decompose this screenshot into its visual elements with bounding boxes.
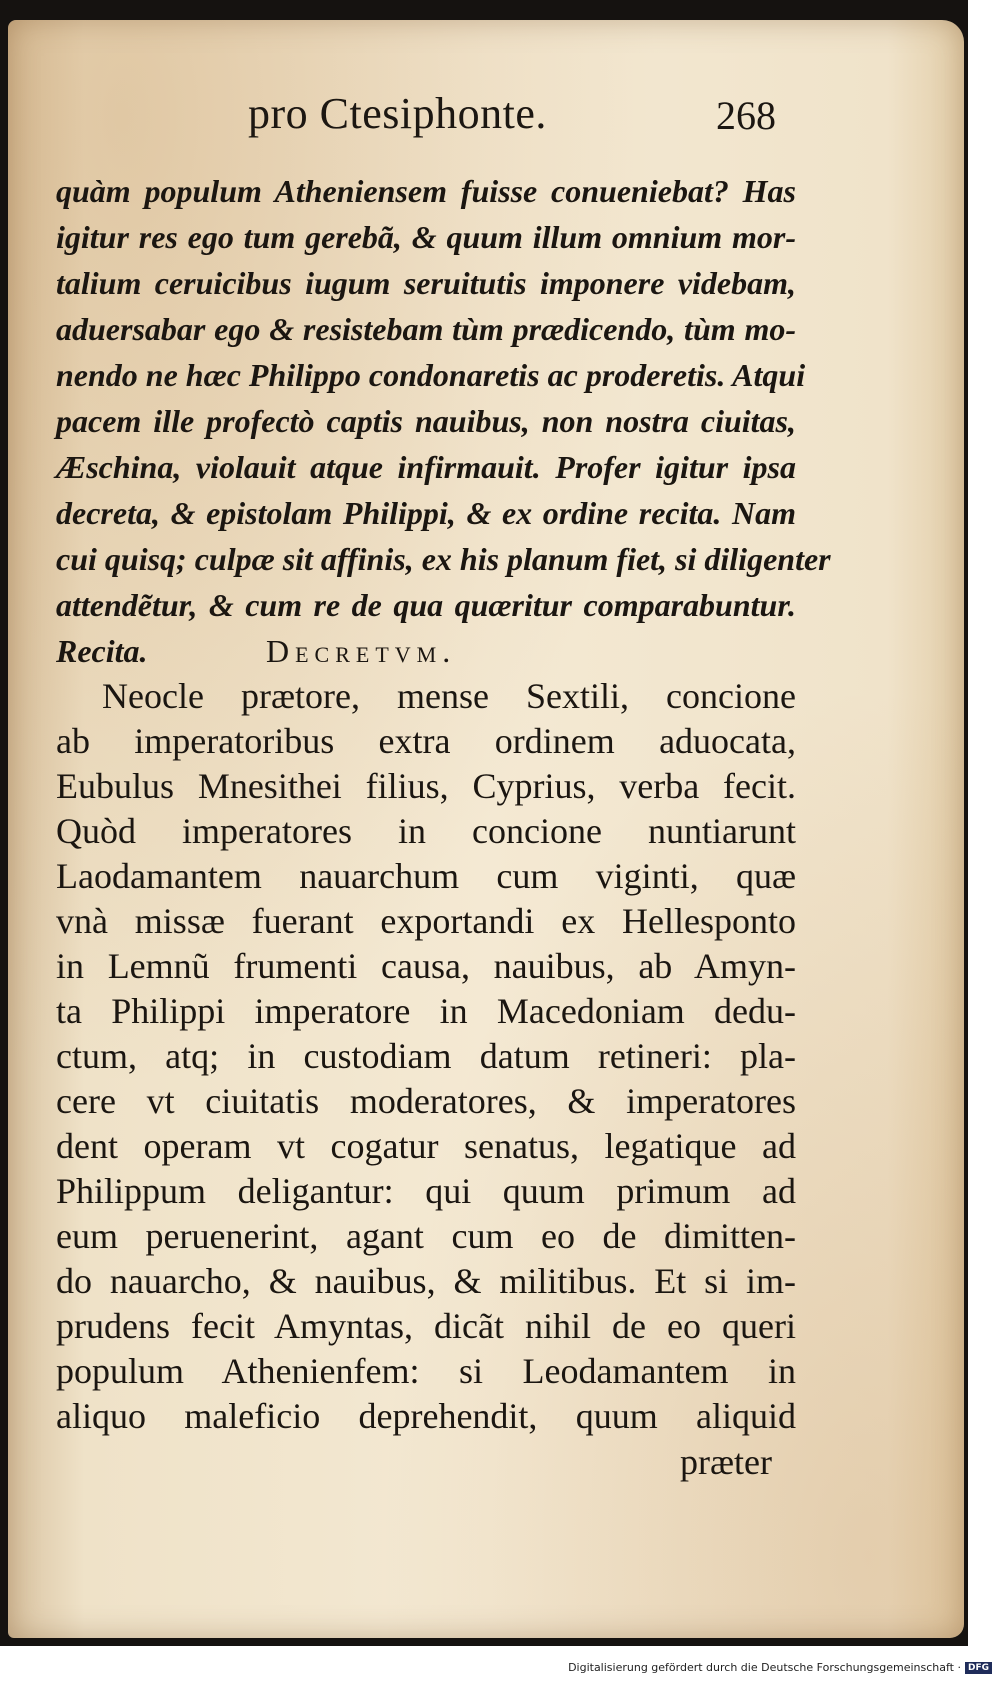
decree-heading-row [56,628,796,674]
text-line: aduersabar ego & resistebam tùm prædicendo, tùm mo- [56,311,796,347]
text-line: ab imperatoribus extra ordinem aduocata, [56,721,796,761]
book-page [8,20,964,1638]
text-line: Neocle prætore, mense Sextili, concione [102,676,796,716]
text-line: populum Athenienfem: si Leodamantem in [56,1351,796,1391]
text-line: nendo ne hæc Philippo condonaretis ac proderetis. Atqui [56,357,806,393]
text-line: attendẽtur, & cum re de qua quæritur comparabuntur. [56,587,796,623]
decree-text-block [56,674,796,1439]
page-number: 268 [716,93,776,138]
running-title: pro Ctesiphonte. [248,89,547,138]
text-line: vnà missæ fuerant exportandi ex Hellesponto [56,901,796,941]
text-line: in Lemnũ frumenti causa, nauibus, ab Amyn- [56,946,796,986]
text-line: ctum, atq; in custodiam datum retineri: pla- [56,1036,796,1076]
text-line: Æschina, violauit atque infirmauit. Profer igitur ipsa [56,449,796,485]
text-line: pacem ille profectò captis nauibus, non nostra ciuitas, [56,403,796,439]
text-line: quàm populum Atheniensem fuisse conueniebat? Has [56,173,796,209]
text-line: cere vt ciuitatis moderatores, & imperatores [56,1081,796,1121]
text-line: decreta, & epistolam Philippi, & ex ordine recita. Nam [56,495,796,531]
text-line: dent operam vt cogatur senatus, legatique ad [56,1126,796,1166]
text-line: Philippum deligantur: qui quum primum ad [56,1171,796,1211]
digitization-credit [568,1661,992,1674]
dfg-logo: DFG [965,1662,992,1674]
text-line: prudens fecit Amyntas, dicãt nihil de eo queri [56,1306,796,1346]
italic-text-block [56,168,831,628]
text-line: talium ceruicibus iugum seruitutis imponere videbam, [56,265,796,301]
credit-text: Digitalisierung gefördert durch die Deutsche Forschungsgemeinschaft · [568,1661,961,1674]
decree-heading: Decretvm. [266,633,457,669]
text-line: ta Philippi imperatore in Macedoniam dedu- [56,991,796,1031]
text-line: igitur res ego tum gerebã, & quum illum omnium mor- [56,219,796,255]
text-line: eum peruenerint, agant cum eo de dimitten- [56,1216,796,1256]
text-line: Quòd imperatores in concione nuntiarunt [56,811,796,851]
catchword: præter [680,1442,772,1482]
recita-label: Recita. [56,633,148,669]
text-line: aliquo maleficio deprehendit, quum aliquid [56,1396,796,1436]
text-line: cui quisq; culpæ sit affinis, ex his planum fiet, si diligenter [56,541,831,577]
page-header [8,88,964,158]
text-line: Laodamantem nauarchum cum viginti, quæ [56,856,796,896]
text-line: Eubulus Mnesithei filius, Cyprius, verba fecit. [56,766,796,806]
text-line: do nauarcho, & nauibus, & militibus. Et si im- [56,1261,796,1301]
